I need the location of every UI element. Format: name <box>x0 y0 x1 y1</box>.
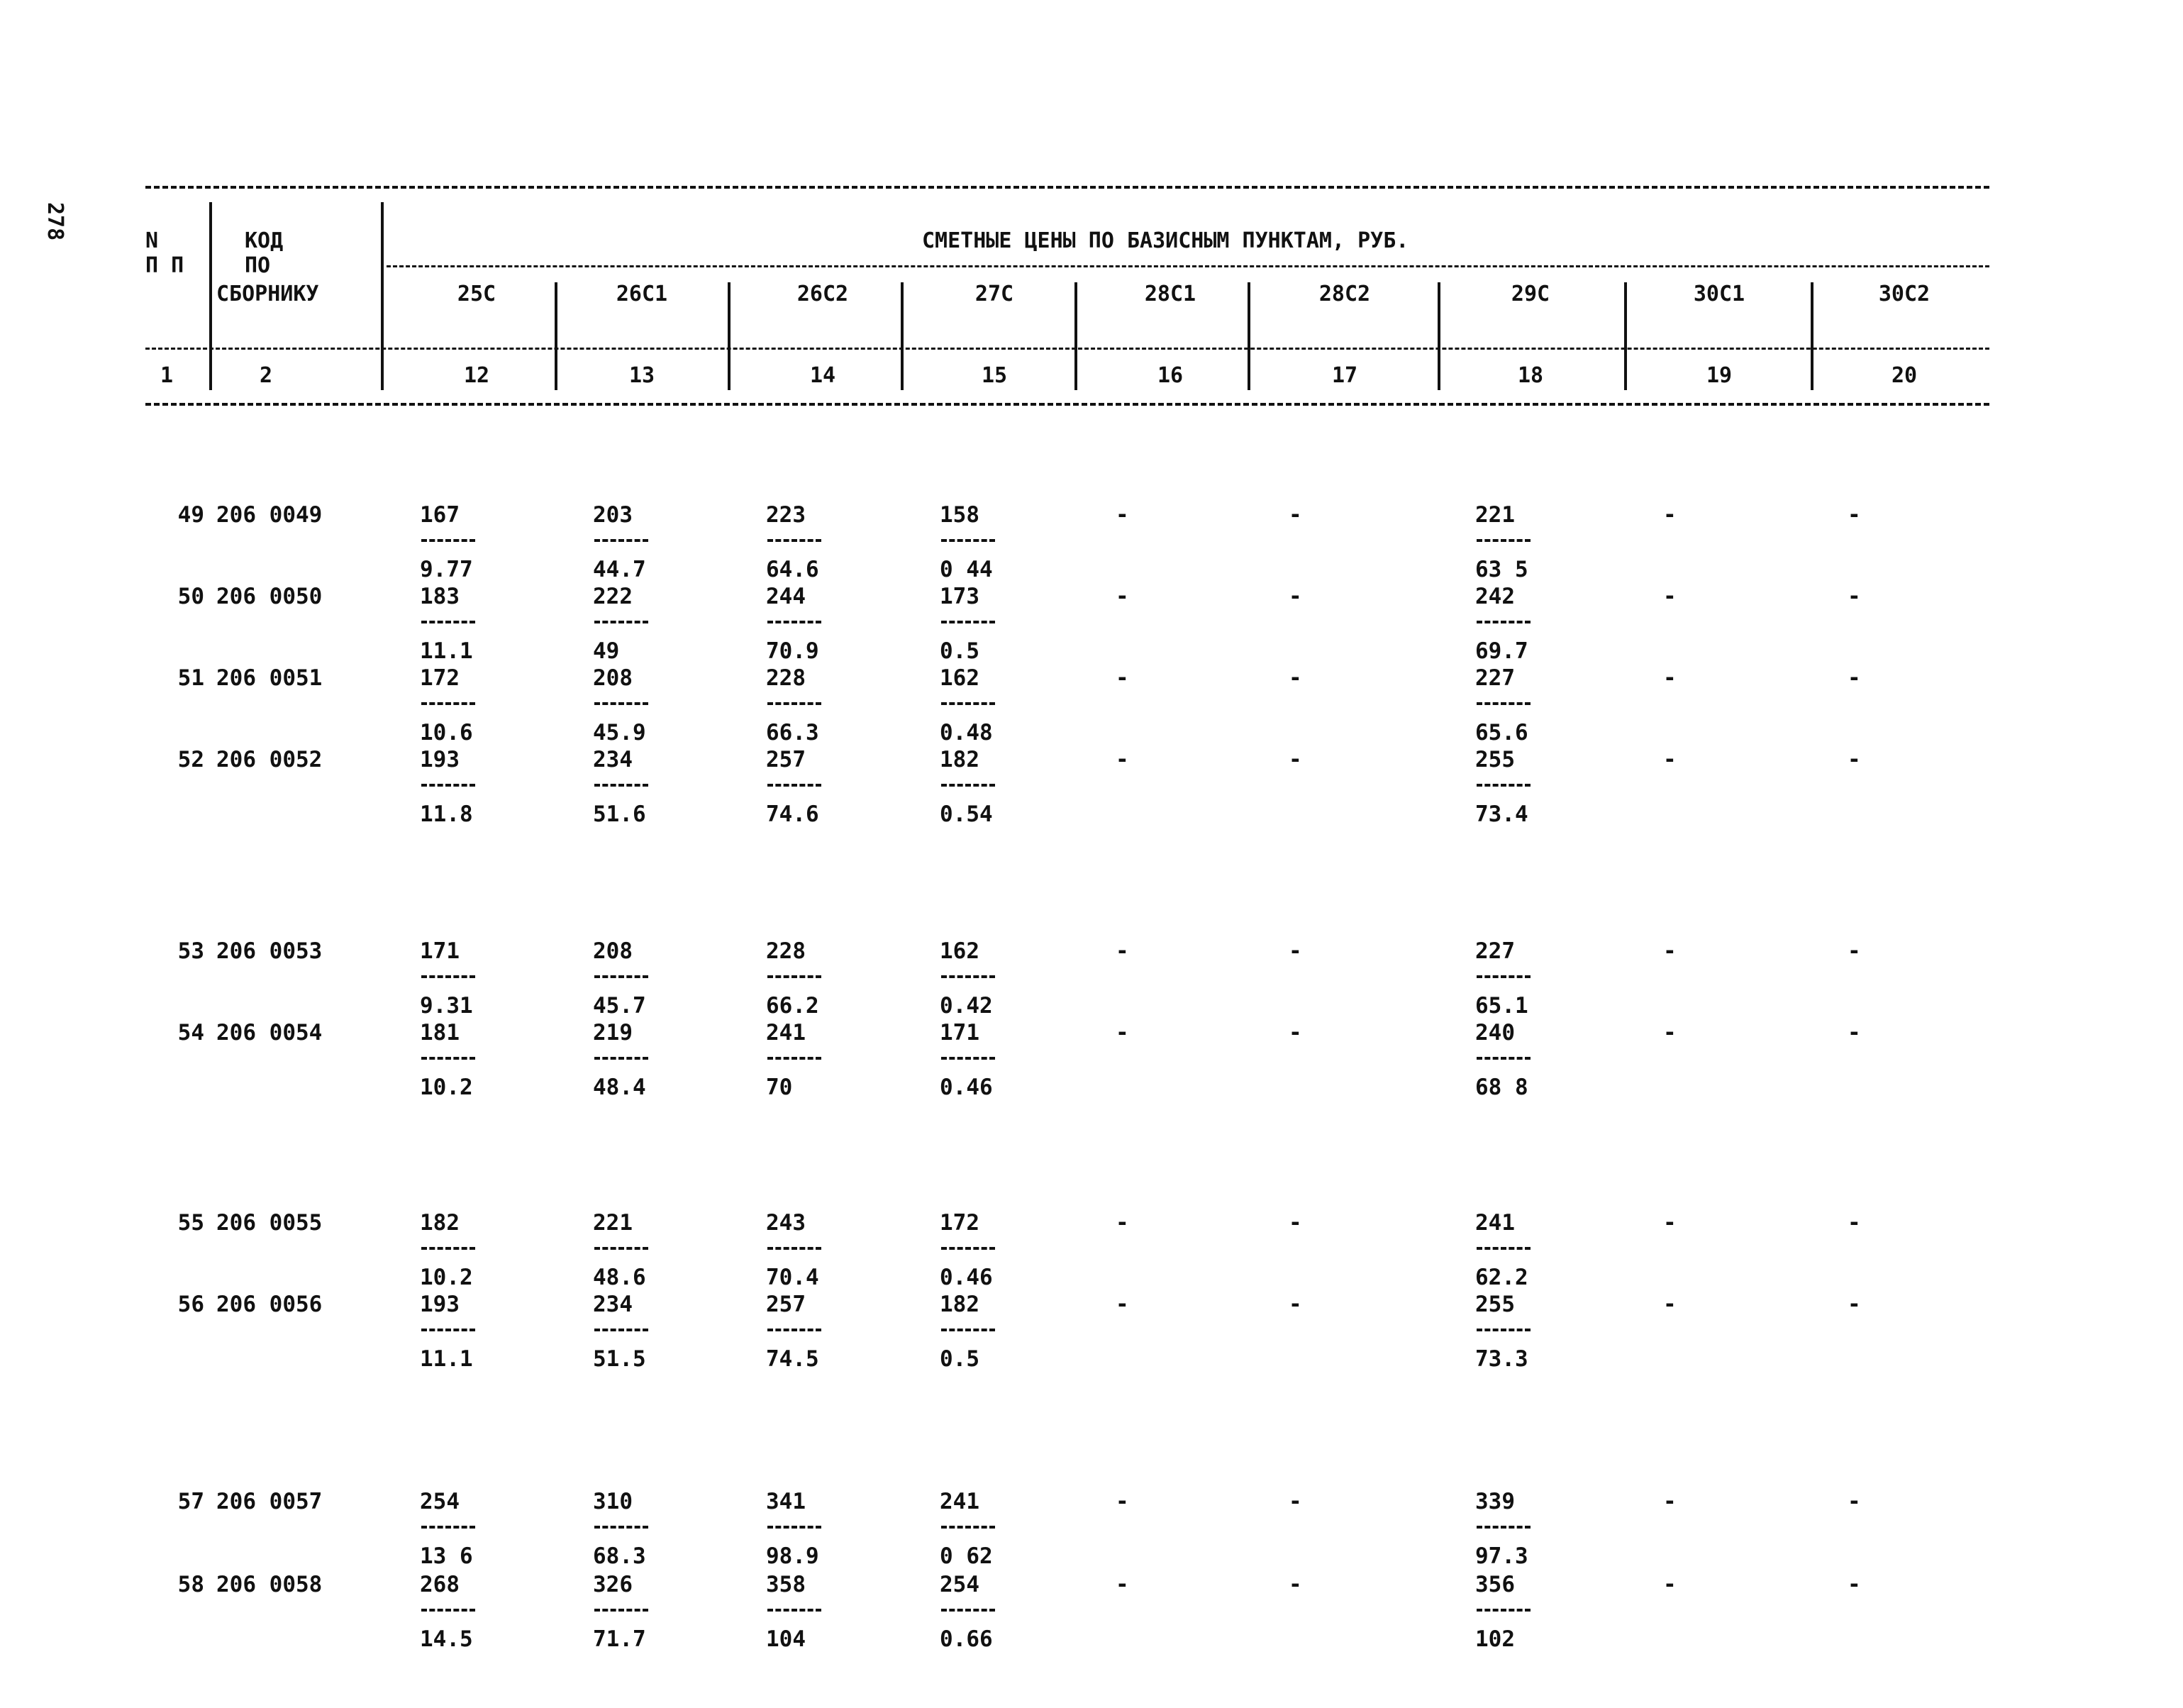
cell-c12-denominator: 10.2 <box>420 1265 473 1290</box>
header-npp-line2: П П <box>145 253 184 278</box>
cell-c18-numerator: 255 <box>1475 1292 1515 1317</box>
cell-c18-denominator: 97.3 <box>1475 1543 1528 1569</box>
cell-c13-numerator: 203 <box>593 502 633 528</box>
header-point-27С: 27С <box>974 282 1014 306</box>
cell-c12-numerator: 182 <box>420 1210 460 1236</box>
cell-c18-numerator: 241 <box>1475 1210 1515 1236</box>
fraction-bar <box>1477 1057 1531 1060</box>
cell-c14-numerator: 228 <box>766 665 806 691</box>
row-number: 58 <box>177 1572 204 1597</box>
cell-c12-denominator: 10.2 <box>420 1075 473 1100</box>
row-number: 54 <box>177 1020 204 1046</box>
cell-c15-numerator: 172 <box>940 1210 979 1236</box>
cell-c12-denominator: 11.1 <box>420 638 473 664</box>
cell-c18-denominator: 69.7 <box>1475 638 1528 664</box>
cell-c14-numerator: 257 <box>766 747 806 772</box>
cell-c14-numerator: 243 <box>766 1210 806 1236</box>
separator-after-28c2 <box>1438 282 1440 390</box>
cell-c15-denominator: 0.66 <box>940 1626 993 1652</box>
header-point-29С: 29С <box>1511 282 1550 306</box>
cell-c19-empty: - <box>1663 665 1677 691</box>
cell-c15-numerator: 171 <box>940 1020 979 1046</box>
fraction-bar <box>767 621 821 623</box>
fraction-bar <box>1477 1609 1531 1612</box>
header-column-number-16: 16 <box>1157 363 1184 388</box>
header-group-title: СМЕТНЫЕ ЦЕНЫ ПО БАЗИСНЫМ ПУНКТАМ, РУБ. <box>922 228 1409 253</box>
separator-after-code <box>381 202 384 390</box>
cell-c15-numerator: 182 <box>940 1292 979 1317</box>
cell-c20-empty: - <box>1848 1489 1861 1514</box>
row-number: 52 <box>177 747 204 772</box>
cell-c15-denominator: 0.42 <box>940 993 993 1019</box>
cell-c12-numerator: 172 <box>420 665 460 691</box>
cell-c16-empty: - <box>1116 1489 1129 1514</box>
cell-c12-denominator: 9.77 <box>420 557 473 582</box>
cell-c16-empty: - <box>1116 584 1129 609</box>
cell-c13-denominator: 48.4 <box>593 1075 646 1100</box>
fraction-bar <box>594 975 648 978</box>
cell-c12-numerator: 171 <box>420 938 460 964</box>
cell-c13-denominator: 71.7 <box>593 1626 646 1652</box>
cell-c16-empty: - <box>1116 502 1129 528</box>
header-column-number-14: 14 <box>809 363 836 388</box>
cell-c13-numerator: 221 <box>593 1210 633 1236</box>
group-title-rule <box>387 265 1989 267</box>
cell-c20-empty: - <box>1848 502 1861 528</box>
separator-after-29c <box>1624 282 1627 390</box>
cell-c13-denominator: 49 <box>593 638 620 664</box>
separator-after-26c1 <box>728 282 731 390</box>
fraction-bar <box>941 1609 995 1612</box>
cell-c15-denominator: 0.48 <box>940 720 993 745</box>
separator-after-25c <box>555 282 557 390</box>
row-code: 206 0053 <box>216 938 323 964</box>
cell-c18-numerator: 242 <box>1475 584 1515 609</box>
cell-c15-denominator: 0.54 <box>940 802 993 827</box>
fraction-bar <box>941 975 995 978</box>
cell-c18-numerator: 221 <box>1475 502 1515 528</box>
fraction-bar <box>1477 621 1531 623</box>
cell-c14-denominator: 74.6 <box>766 802 819 827</box>
cell-c18-denominator: 62.2 <box>1475 1265 1528 1290</box>
fraction-bar <box>767 1526 821 1529</box>
cell-c14-numerator: 241 <box>766 1020 806 1046</box>
cell-c12-denominator: 10.6 <box>420 720 473 745</box>
cell-c13-numerator: 208 <box>593 938 633 964</box>
header-code-line1: КОД <box>245 228 284 253</box>
fraction-bar <box>421 1057 475 1060</box>
cell-c13-denominator: 48.6 <box>593 1265 646 1290</box>
separator-after-26c2 <box>901 282 904 390</box>
cell-c14-denominator: 70.9 <box>766 638 819 664</box>
cell-c19-empty: - <box>1663 1572 1677 1597</box>
fraction-bar <box>767 1057 821 1060</box>
fraction-bar <box>941 621 995 623</box>
cell-c15-denominator: 0.46 <box>940 1075 993 1100</box>
row-number: 55 <box>177 1210 204 1236</box>
header-column-number-18: 18 <box>1517 363 1544 388</box>
fraction-bar <box>421 784 475 787</box>
cell-c17-empty: - <box>1289 665 1302 691</box>
cell-c14-numerator: 244 <box>766 584 806 609</box>
fraction-bar <box>941 1247 995 1250</box>
fraction-bar <box>941 1329 995 1331</box>
cell-c12-numerator: 193 <box>420 747 460 772</box>
cell-c17-empty: - <box>1289 584 1302 609</box>
header-column-number-1: 1 <box>160 363 174 388</box>
header-point-30С2: 30С2 <box>1878 282 1931 306</box>
cell-c14-denominator: 74.5 <box>766 1346 819 1372</box>
cell-c13-denominator: 45.9 <box>593 720 646 745</box>
cell-c20-empty: - <box>1848 1572 1861 1597</box>
cell-c18-denominator: 65.1 <box>1475 993 1528 1019</box>
cell-c15-denominator: 0.5 <box>940 638 979 664</box>
fraction-bar <box>941 539 995 542</box>
header-column-number-20: 20 <box>1891 363 1918 388</box>
fraction-bar <box>767 975 821 978</box>
row-code: 206 0055 <box>216 1210 323 1236</box>
separator-after-30c1 <box>1811 282 1813 390</box>
cell-c15-numerator: 158 <box>940 502 979 528</box>
cell-c18-numerator: 356 <box>1475 1572 1515 1597</box>
fraction-bar <box>594 1329 648 1331</box>
cell-c14-numerator: 341 <box>766 1489 806 1514</box>
fraction-bar <box>767 1329 821 1331</box>
cell-c18-numerator: 240 <box>1475 1020 1515 1046</box>
cell-c16-empty: - <box>1116 1292 1129 1317</box>
cell-c17-empty: - <box>1289 938 1302 964</box>
row-code: 206 0058 <box>216 1572 323 1597</box>
cell-c14-numerator: 358 <box>766 1572 806 1597</box>
cell-c18-numerator: 227 <box>1475 665 1515 691</box>
fraction-bar <box>767 539 821 542</box>
cell-c14-denominator: 70.4 <box>766 1265 819 1290</box>
row-number: 56 <box>177 1292 204 1317</box>
cell-c16-empty: - <box>1116 665 1129 691</box>
separator-after-npp <box>209 202 212 390</box>
cell-c20-empty: - <box>1848 1210 1861 1236</box>
header-point-26С1: 26С1 <box>616 282 668 306</box>
cell-c17-empty: - <box>1289 1020 1302 1046</box>
cell-c13-numerator: 326 <box>593 1572 633 1597</box>
fraction-bar <box>1477 702 1531 705</box>
fraction-bar <box>421 1609 475 1612</box>
cell-c15-numerator: 162 <box>940 938 979 964</box>
fraction-bar <box>421 702 475 705</box>
header-code-line3: СБОРНИКУ <box>216 282 319 306</box>
cell-c13-denominator: 51.6 <box>593 802 646 827</box>
cell-c12-denominator: 13 6 <box>420 1543 473 1569</box>
fraction-bar <box>594 702 648 705</box>
cell-c12-numerator: 268 <box>420 1572 460 1597</box>
separator-after-28c1 <box>1248 282 1250 390</box>
header-npp-line1: N <box>145 228 159 253</box>
cell-c17-empty: - <box>1289 1210 1302 1236</box>
cell-c15-numerator: 162 <box>940 665 979 691</box>
row-code: 206 0052 <box>216 747 323 772</box>
fraction-bar <box>1477 1526 1531 1529</box>
cell-c20-empty: - <box>1848 665 1861 691</box>
header-column-number-12: 12 <box>463 363 490 388</box>
fraction-bar <box>941 702 995 705</box>
fraction-bar <box>421 1247 475 1250</box>
row-code: 206 0056 <box>216 1292 323 1317</box>
row-code: 206 0051 <box>216 665 323 691</box>
cell-c12-denominator: 11.8 <box>420 802 473 827</box>
cell-c20-empty: - <box>1848 938 1861 964</box>
fraction-bar <box>594 1609 648 1612</box>
header-column-number-13: 13 <box>628 363 655 388</box>
header-bottom-rule <box>145 403 1989 406</box>
header-column-number-17: 17 <box>1331 363 1358 388</box>
cell-c18-denominator: 102 <box>1475 1626 1515 1652</box>
cell-c12-numerator: 167 <box>420 502 460 528</box>
cell-c13-numerator: 222 <box>593 584 633 609</box>
cell-c20-empty: - <box>1848 584 1861 609</box>
fraction-bar <box>421 1526 475 1529</box>
row-number: 49 <box>177 502 204 528</box>
cell-c19-empty: - <box>1663 1020 1677 1046</box>
cell-c15-numerator: 182 <box>940 747 979 772</box>
cell-c16-empty: - <box>1116 1210 1129 1236</box>
cell-c12-numerator: 254 <box>420 1489 460 1514</box>
cell-c18-denominator: 68 8 <box>1475 1075 1528 1100</box>
cell-c12-denominator: 9.31 <box>420 993 473 1019</box>
cell-c14-numerator: 228 <box>766 938 806 964</box>
fraction-bar <box>594 1247 648 1250</box>
cell-c18-denominator: 65.6 <box>1475 720 1528 745</box>
cell-c14-denominator: 64.6 <box>766 557 819 582</box>
cell-c14-numerator: 257 <box>766 1292 806 1317</box>
cell-c17-empty: - <box>1289 502 1302 528</box>
fraction-bar <box>767 784 821 787</box>
row-code: 206 0049 <box>216 502 323 528</box>
column-number-rule <box>145 348 1989 350</box>
cell-c13-numerator: 234 <box>593 1292 633 1317</box>
header-point-26С2: 26С2 <box>796 282 849 306</box>
fraction-bar <box>594 1526 648 1529</box>
cell-c17-empty: - <box>1289 747 1302 772</box>
fraction-bar <box>767 1609 821 1612</box>
cell-c18-denominator: 73.3 <box>1475 1346 1528 1372</box>
cell-c13-numerator: 234 <box>593 747 633 772</box>
fraction-bar <box>1477 784 1531 787</box>
fraction-bar <box>421 975 475 978</box>
header-code-line2: ПО <box>245 253 271 278</box>
cell-c14-denominator: 66.3 <box>766 720 819 745</box>
header-point-30С1: 30С1 <box>1693 282 1745 306</box>
cell-c19-empty: - <box>1663 1489 1677 1514</box>
cell-c12-numerator: 183 <box>420 584 460 609</box>
cell-c15-denominator: 0.46 <box>940 1265 993 1290</box>
cell-c16-empty: - <box>1116 938 1129 964</box>
cell-c15-numerator: 241 <box>940 1489 979 1514</box>
header-point-28С2: 28С2 <box>1318 282 1371 306</box>
header-column-number-2: 2 <box>259 363 273 388</box>
cell-c13-denominator: 45.7 <box>593 993 646 1019</box>
cell-c19-empty: - <box>1663 1210 1677 1236</box>
fraction-bar <box>421 539 475 542</box>
fraction-bar <box>1477 539 1531 542</box>
cell-c15-numerator: 254 <box>940 1572 979 1597</box>
cell-c14-denominator: 70 <box>766 1075 793 1100</box>
row-number: 50 <box>177 584 204 609</box>
cell-c13-numerator: 219 <box>593 1020 633 1046</box>
fraction-bar <box>941 784 995 787</box>
row-code: 206 0050 <box>216 584 323 609</box>
fraction-bar <box>1477 1247 1531 1250</box>
cell-c15-numerator: 173 <box>940 584 979 609</box>
cell-c13-numerator: 208 <box>593 665 633 691</box>
cell-c15-denominator: 0 62 <box>940 1543 993 1569</box>
row-number: 51 <box>177 665 204 691</box>
header-point-28С1: 28С1 <box>1144 282 1196 306</box>
cell-c13-denominator: 51.5 <box>593 1346 646 1372</box>
cell-c12-numerator: 181 <box>420 1020 460 1046</box>
header-point-25С: 25С <box>457 282 496 306</box>
cell-c13-denominator: 68.3 <box>593 1543 646 1569</box>
fraction-bar <box>1477 975 1531 978</box>
header-top-rule <box>145 186 1989 189</box>
cell-c12-denominator: 14.5 <box>420 1626 473 1652</box>
fraction-bar <box>767 702 821 705</box>
cell-c17-empty: - <box>1289 1292 1302 1317</box>
cell-c14-numerator: 223 <box>766 502 806 528</box>
cell-c18-denominator: 73.4 <box>1475 802 1528 827</box>
fraction-bar <box>1477 1329 1531 1331</box>
cell-c17-empty: - <box>1289 1489 1302 1514</box>
fraction-bar <box>421 621 475 623</box>
cell-c18-numerator: 227 <box>1475 938 1515 964</box>
cell-c16-empty: - <box>1116 747 1129 772</box>
cell-c12-numerator: 193 <box>420 1292 460 1317</box>
cell-c14-denominator: 66.2 <box>766 993 819 1019</box>
row-number: 53 <box>177 938 204 964</box>
page-number: 278 <box>43 202 67 241</box>
cell-c19-empty: - <box>1663 747 1677 772</box>
cell-c13-denominator: 44.7 <box>593 557 646 582</box>
cell-c15-denominator: 0.5 <box>940 1346 979 1372</box>
header-column-number-15: 15 <box>981 363 1008 388</box>
row-code: 206 0054 <box>216 1020 323 1046</box>
cell-c19-empty: - <box>1663 502 1677 528</box>
header-column-number-19: 19 <box>1706 363 1733 388</box>
fraction-bar <box>594 621 648 623</box>
cell-c20-empty: - <box>1848 1292 1861 1317</box>
fraction-bar <box>767 1247 821 1250</box>
cell-c12-denominator: 11.1 <box>420 1346 473 1372</box>
cell-c16-empty: - <box>1116 1572 1129 1597</box>
cell-c14-denominator: 98.9 <box>766 1543 819 1569</box>
fraction-bar <box>941 1057 995 1060</box>
cell-c16-empty: - <box>1116 1020 1129 1046</box>
fraction-bar <box>594 1057 648 1060</box>
fraction-bar <box>941 1526 995 1529</box>
separator-after-27c <box>1074 282 1077 390</box>
row-code: 206 0057 <box>216 1489 323 1514</box>
fraction-bar <box>421 1329 475 1331</box>
fraction-bar <box>594 539 648 542</box>
row-number: 57 <box>177 1489 204 1514</box>
cell-c20-empty: - <box>1848 747 1861 772</box>
cell-c18-denominator: 63 5 <box>1475 557 1528 582</box>
cell-c20-empty: - <box>1848 1020 1861 1046</box>
cell-c13-numerator: 310 <box>593 1489 633 1514</box>
cell-c18-numerator: 339 <box>1475 1489 1515 1514</box>
cell-c19-empty: - <box>1663 938 1677 964</box>
cell-c19-empty: - <box>1663 584 1677 609</box>
cell-c14-denominator: 104 <box>766 1626 806 1652</box>
fraction-bar <box>594 784 648 787</box>
cell-c18-numerator: 255 <box>1475 747 1515 772</box>
cell-c17-empty: - <box>1289 1572 1302 1597</box>
cell-c19-empty: - <box>1663 1292 1677 1317</box>
cell-c15-denominator: 0 44 <box>940 557 993 582</box>
